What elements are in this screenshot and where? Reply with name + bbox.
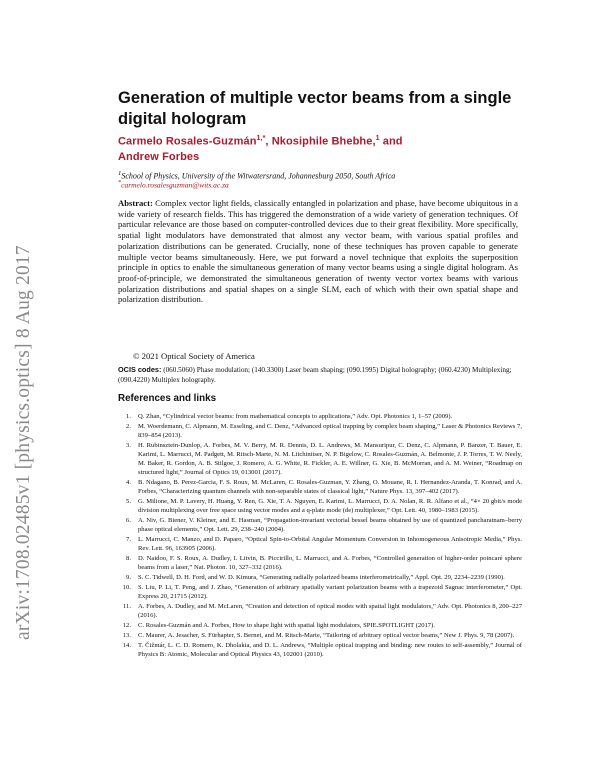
author-name: Nkosiphile Bhebhe [271,135,373,148]
reference-number: 6. [126,517,131,524]
author-mark: 1,* [256,135,266,142]
reference-item [118,497,522,515]
affiliation-mark: 1 [118,170,122,177]
reference-item [118,441,522,477]
reference-number: 5. [126,498,131,505]
email-mark: * [118,179,122,186]
copyright-notice: © 2021 Optical Society of America [133,351,255,361]
author-list: Carmelo Rosales-Guzmán$^{1,*}$, Nkosiphile Bhebhe,$^1$ and Andrew Forbes [118,135,403,163]
ocis-codes [118,365,528,385]
reference-item [118,573,522,582]
reference-text: A. Forbes, A. Dudley, and M. McLaren, “Creation and detection of optical modes with spatial light modulators,” Adv. Opt. Photonics 8, 200–227 (2016). [138,603,522,619]
reference-item [118,631,522,640]
reference-item [118,478,522,496]
author-name: Carmelo Rosales-Guzmán [118,135,257,148]
reference-item [118,602,522,620]
reference-list [118,412,522,660]
reference-number: 7. [126,536,131,543]
affiliation-text: School of Physics, University of the Witwatersrand, Johannesburg 2050, South Africa [121,171,396,181]
reference-item [118,641,522,659]
reference-text: C. Rosales-Guzmán and A. Forbes, How to shape light with spatial light modulators, SPIE.SPOTLIGHT (2017). [138,622,435,629]
reference-number: 4. [126,479,131,486]
arxiv-stamp-text: arXiv:1708.02485v1 [physics.optics] 8 Aug 2017 [13,245,34,640]
reference-text: D. Naidoo, F. S. Roux, A. Dudley, I. Litvin, B. Piccirillo, L. Marrucci, and A. Forbes, “Controlled generation of higher-order poincaré sphere beams from a laser,” Nat. Photon. 10, 327–332 (2016). [138,555,522,571]
reference-item [118,516,522,534]
reference-text: L. Marrucci, C. Manzo, and D. Paparo, “Optical Spin-to-Orbital Angular Momentum Conversion in Inhomogeneous Anisotropic Media,” Phys. Rev. Lett. 96, 163905 (2006). [138,536,522,552]
reference-text: T. Čižmár, L. C. D. Romero, K. Dholakia, and D. L. Andrews, “Multiple optical trapping and binding: new routes to self-assembly,” Journal of Physics B: Atomic, Molecular and Optical Physics 43, 102001 (2010). [138,642,522,658]
reference-item [118,583,522,601]
reference-item [118,412,522,421]
author-mark: 1 [375,135,380,142]
reference-number: 9. [126,574,131,581]
reference-number: 8. [126,555,131,562]
author-name: Andrew Forbes [118,150,200,163]
email-address[interactable]: carmelo.rosalesguzman@wits.ac.za [121,180,229,190]
references-heading: References and links [118,393,217,404]
reference-number: 2. [126,423,131,430]
reference-text: Q. Zhan, “Cylindrical vector beams: from mathematical concepts to applications,” Adv. Opt. Photonics 1, 1–57 (2009). [138,413,453,420]
reference-number: 13. [122,632,131,639]
reference-number: 12. [122,622,131,629]
reference-text: A. Niv, G. Biener, V. Kleiner, and E. Hasman, “Propagation-invariant vectorial bessel beams obtained by use of quantized pancharatnam–berry phase optical elements,” Opt. Lett. 29, 238–240 (2004). [138,517,522,533]
abstract-text: Complex vector light fields, classically entangled in polarization and phase, have become ubiquitous in a wide variety of research fields. This has triggered the demonstration of a wide variety of generation techniques. Of particular relevance are those based on computer-controlled devices due to their great flexibility. More specifically, spatial light modulators have demonstrated that almost any vector beam, with various spatial profiles and polarization distributions can be generated. Crucially, none of these techniques has proven capable to generate multiple vector beams simultaneously. Here, we put forward a novel technique that exploits the superposition principle in optics to enable the simultaneous generation of many vector beams using a single digital hologram. As proof-of-principle, we demonstrated the simultaneous generation of twenty vector vortex beams with various polarization distributions and spatial shapes on a single SLM, each of which with their own spatial shape and polarization distribution. [118,198,518,305]
reference-text: C. Maurer, A. Jesacher, S. Fürhapter, S. Bernet, and M. Ritsch-Marte, “Tailoring of arbitrary optical vector beams,” New J. Phys. 9, 78 (2007). [138,632,515,639]
reference-text: B. Ndagano, B. Perez-Garcia, F. S. Roux, M. McLaren, C. Rosales-Guzman, Y. Zhang, O. Mouane, R. I. Hernandez-Aranda, T. Konrad, and A. Forbes, “Characterizing quantum channels with non-separable states of classical light,” Nature Phys. 13, 397–402 (2017). [138,479,522,495]
reference-text: S. Liu, P. Li, T. Peng, and J. Zhao, “Generation of arbitrary spatially variant polarization beams with a trapezoid Sagnac interferometer,” Opt. Express 20, 21715 (2012). [138,584,522,600]
reference-number: 3. [126,442,131,449]
reference-item [118,554,522,572]
ocis-text: (060.5060) Phase modulation; (140.3300) Laser beam shaping; (090.1995) Digital holography; (060.4230) Multiplexing; (090.4220) Multiplex holography. [118,366,512,384]
reference-number: 1. [126,413,131,420]
contact-email[interactable] [118,179,229,190]
reference-item [118,535,522,553]
reference-text: G. Milione, M. P. Lavery, H. Huang, Y. Ren, G. Xie, T. A. Nguyen, E. Karimi, L. Marrucci, D. A. Nolan, R. R. Alfano et al., “4× 20 gbit/s mode division multiplexing over free space using vector modes and a q-plate mode (de) multiplexer,” Opt. Lett. 40, 1980–1983 (2015). [138,498,522,514]
reference-number: 14. [122,642,131,649]
abstract-label: Abstract: [118,198,153,208]
reference-number: 10. [122,584,131,591]
paper-title: Generation of multiple vector beams from a single digital hologram [118,89,512,128]
author-conjunction: and [382,135,403,148]
abstract [118,198,518,305]
reference-text: M. Woerdemann, C. Alpmann, M. Esseling, and C. Denz, “Advanced optical trapping by complex beam shaping,” Laser & Photonics Reviews 7, 839–854 (2013). [138,423,522,439]
reference-number: 11. [123,603,131,610]
reference-item [118,422,522,440]
ocis-label: OCIS codes: [118,365,162,374]
reference-text: H. Rubinsztein-Dunlop, A. Forbes, M. V. Berry, M. R. Dennis, D. L. Andrews, M. Mansuripur, C. Denz, C. Alpmann, P. Banzer, T. Bauer, E. Karimi, L. Marrucci, M. Padgett, M. Ritsch-Marte, N. M. Litchinitser, N. P. Bigelow, C. Rosales-Guzmán, A. Belmonte, J. P. Torres, T. W. Neely, M. Baker, R. Gordon, A. B. Stilgoe, J. Romero, A. G. White, R. Fickler, A. E. Willner, G. Xie, B. McMorran, and A. M. Weiner, “Roadmap on structured light,” Journal of Optics 19, 013001 (2017). [138,442,522,476]
reference-text: S. C. Tidwell, D. H. Ford, and W. D. Kimura, “Generating radially polarized beams interferometrically,” Appl. Opt. 29, 2234–2239 (1990). [138,574,505,581]
reference-item [118,621,522,630]
